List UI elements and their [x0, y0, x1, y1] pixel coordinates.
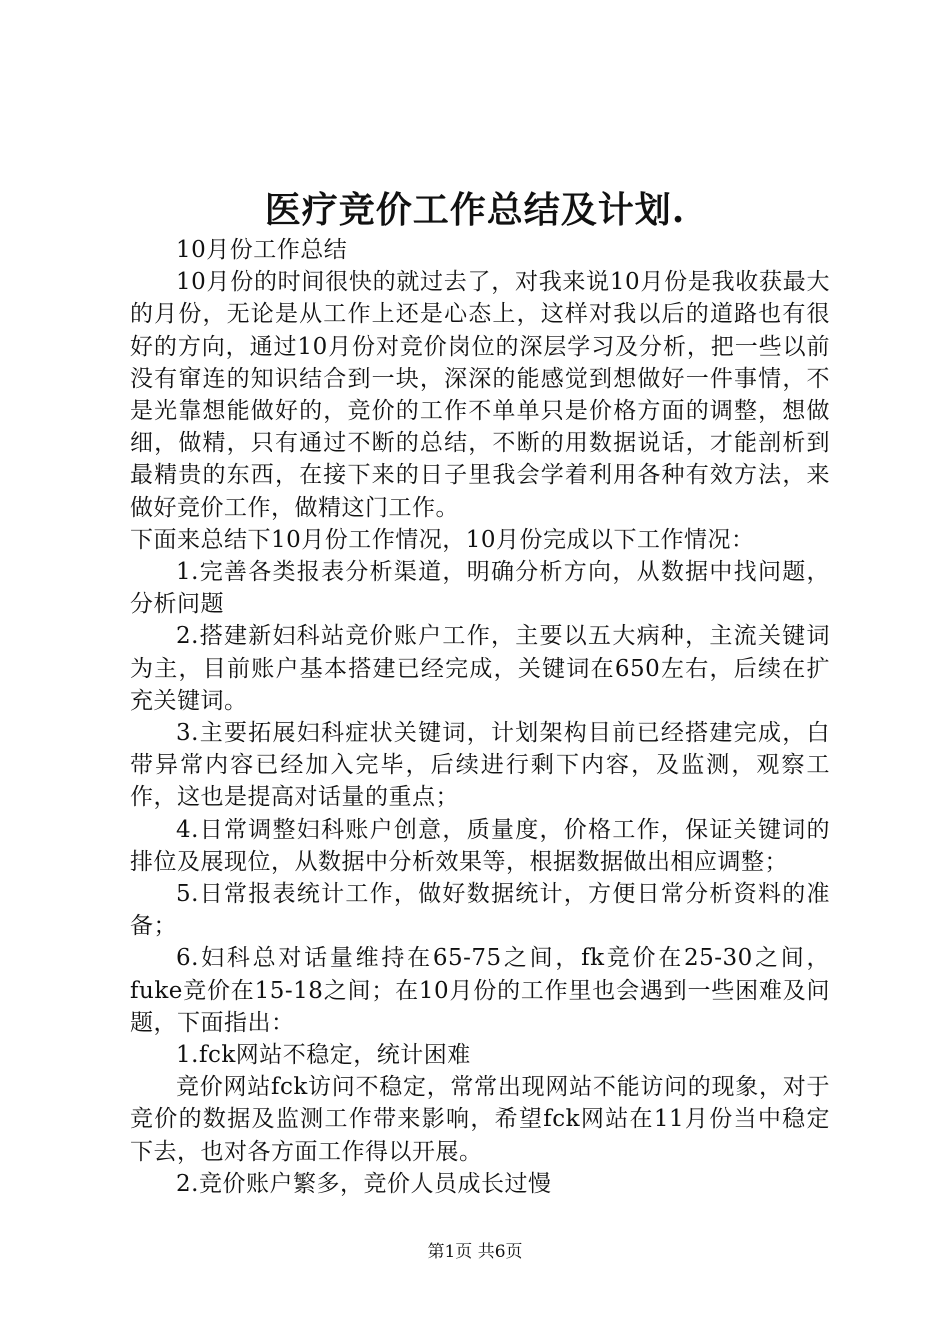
list-item-6: 6.妇科总对话量维持在65-75之间，fk竞价在25-30之间，fuke竞价在15-18之间；在10月份的工作里也会遇到一些困难及问题，下面指出： — [130, 945, 830, 1036]
problem-item-1: 1.fck网站不稳定，统计困难 — [176, 1042, 471, 1069]
page-footer: 第1页 共6页 — [427, 1242, 523, 1262]
section-heading: 10月份工作总结 — [176, 237, 348, 263]
problem-detail-1: 竞价网站fck访问不稳定，常常出现网站不能访问的现象，对于竞价的数据及监测工作带来影响，希望fck网站在11月份当中稳定下去，也对各方面工作得以开展。 — [130, 1074, 830, 1165]
document-title: 医疗竞价工作总结及计划. — [264, 189, 686, 231]
list-item-4: 4.日常调整妇科账户创意，质量度，价格工作，保证关键词的排位及展现位，从数据中分析效果等，根据数据做出相应调整； — [130, 816, 830, 875]
list-item-5: 5.日常报表统计工作，做好数据统计，方便日常分析资料的准备； — [130, 881, 830, 940]
list-item-3: 3.主要拓展妇科症状关键词，计划架构目前已经搭建完成，白带异常内容已经加入完毕，后续进行剩下内容，及监测，观察工作，这也是提高对话量的重点； — [130, 720, 830, 811]
problem-item-2: 2.竞价账户繁多，竞价人员成长过慢 — [176, 1170, 552, 1197]
document-body — [130, 234, 830, 1200]
list-item-1: 1.完善各类报表分析渠道，明确分析方向，从数据中找问题，分析问题 — [130, 559, 830, 618]
paragraph-summary-lead: 下面来总结下10月份工作情况，10月份完成以下工作情况： — [130, 526, 755, 553]
paragraph-intro: 10月份的时间很快的就过去了，对我来说10月份是我收获最大的月份，无论是从工作上还是心态上，这样对我以后的道路也有很好的方向，通过10月份对竞价岗位的深层学习及分析，把一些以前没有窜连的知识结合到一块，深深的能感觉到想做好一件事情，不是光靠想能做好的，竞价的工作不单单只是价格方面的调整，想做细，做精，只有通过不断的总结，不断的用数据说话，才能剖析到最精贵的东西，在接下来的日子里我会学着利用各种有效方法，来做好竞价工作，做精这门工作。 — [130, 269, 830, 521]
list-item-2: 2.搭建新妇科站竞价账户工作，主要以五大病种，主流关键词为主，目前账户基本搭建已经完成，关键词在650左右，后续在扩充关键词。 — [130, 623, 830, 714]
